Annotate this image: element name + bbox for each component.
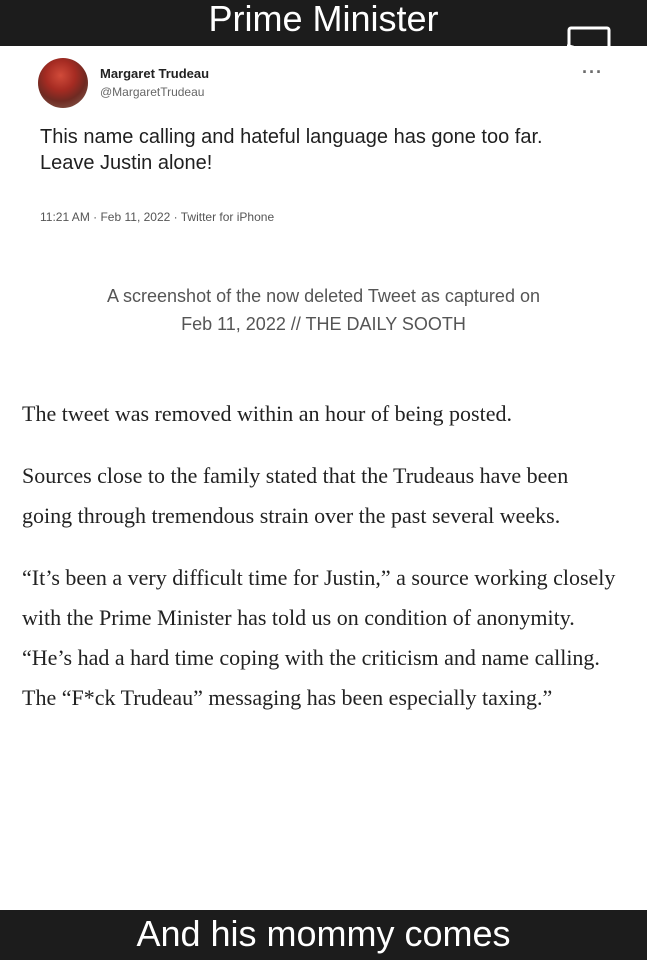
bottom-caption-bar [0,910,647,960]
tweet-author-name[interactable]: Margaret Trudeau [100,66,210,81]
article-paragraph: “It’s been a very difficult time for Justin,” a source working closely with the Prime Minister has told us on condition of anonymity. “He’s had a hard time coping with the criticism and name calling. The “F*ck Trudeau” messaging has been especially taxing.” [22,565,616,710]
tweet-text: This name calling and hateful language has gone too far. Leave Justin alone! [40,126,543,174]
article-paragraph: Sources close to the family stated that the Trudeaus have been going through tremendous strain over the past several weeks. [22,463,569,528]
article-body [22,394,622,740]
tweet-author-handle[interactable]: @MargaretTrudeau [100,85,205,99]
more-icon[interactable]: ··· [582,62,603,82]
tweet-card [22,46,622,266]
tweet-meta: 11:21 AM · Feb 11, 2022 · Twitter for iPhone [40,210,275,224]
top-caption: Prime Minister [208,0,439,39]
avatar[interactable] [38,58,88,108]
bottom-caption: And his mommy comes [136,913,511,954]
article-paragraph: The tweet was removed within an hour of being posted. [22,401,512,426]
screenshot-caption: A screenshot of the now deleted Tweet as captured on Feb 11, 2022 // THE DAILY SOOTH [107,286,540,334]
top-caption-bar [0,0,647,46]
